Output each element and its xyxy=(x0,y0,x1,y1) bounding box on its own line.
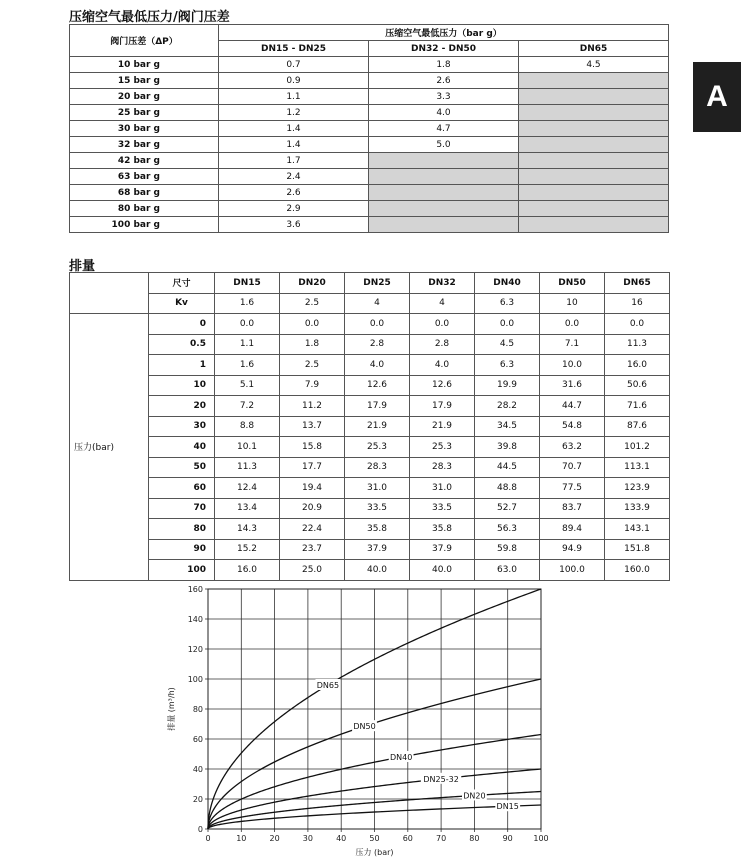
dp-label: 25 bar g xyxy=(70,105,219,121)
kv-value: 2.5 xyxy=(280,293,345,314)
kv-value: 6.3 xyxy=(475,293,540,314)
y-tick-label: 100 xyxy=(187,675,203,684)
table-row xyxy=(70,314,670,335)
table-row xyxy=(70,169,669,185)
pressure-value: 10 xyxy=(149,375,215,396)
flow-value: 19.4 xyxy=(280,478,345,499)
flow-value: 37.9 xyxy=(345,539,410,560)
flow-value: 39.8 xyxy=(475,437,540,458)
flow-value: 17.7 xyxy=(280,457,345,478)
flow-value: 16.0 xyxy=(605,355,670,376)
table-row xyxy=(70,519,670,540)
flow-value: 37.9 xyxy=(410,539,475,560)
pressure-value: 80 xyxy=(149,519,215,540)
table-row xyxy=(70,334,670,355)
flow-value: 1.6 xyxy=(215,355,280,376)
table-row xyxy=(70,217,669,233)
dp-stub-header: 阀门压差（ΔP） xyxy=(70,25,219,57)
pressure-value: 40 xyxy=(149,437,215,458)
flow-value: 4.5 xyxy=(475,334,540,355)
x-tick-label: 40 xyxy=(336,834,347,843)
flow-value: 19.9 xyxy=(475,375,540,396)
kv-value: 10 xyxy=(540,293,605,314)
dp-label: 68 bar g xyxy=(70,185,219,201)
pressure-axis-label: 压力(bar) xyxy=(70,314,149,581)
flow-value: 151.8 xyxy=(605,539,670,560)
pressure-value: 0.9 xyxy=(219,73,369,89)
size-column-header: DN65 xyxy=(519,41,669,57)
pressure-value: 2.9 xyxy=(219,201,369,217)
dp-label: 10 bar g xyxy=(70,57,219,73)
flow-value: 20.9 xyxy=(280,498,345,519)
size-header: DN15 xyxy=(215,273,280,294)
flow-value: 7.2 xyxy=(215,396,280,417)
flow-value: 4.0 xyxy=(345,355,410,376)
flow-value: 33.5 xyxy=(345,498,410,519)
flow-value: 15.8 xyxy=(280,437,345,458)
flow-value: 94.9 xyxy=(540,539,605,560)
x-tick-label: 90 xyxy=(502,834,513,843)
flow-value: 63.2 xyxy=(540,437,605,458)
flow-value: 10.0 xyxy=(540,355,605,376)
flow-value: 83.7 xyxy=(540,498,605,519)
not-applicable-cell xyxy=(519,169,669,185)
flow-value: 4.0 xyxy=(410,355,475,376)
x-tick-label: 20 xyxy=(269,834,280,843)
flow-value: 52.7 xyxy=(475,498,540,519)
pressure-value: 60 xyxy=(149,478,215,499)
kv-label: Kv xyxy=(149,293,215,314)
flow-value: 31.6 xyxy=(540,375,605,396)
x-tick-label: 0 xyxy=(205,834,211,843)
pressure-value: 1.4 xyxy=(219,121,369,137)
x-tick-label: 50 xyxy=(369,834,380,843)
blank-corner xyxy=(70,273,149,314)
flow-value: 28.3 xyxy=(410,457,475,478)
table-row xyxy=(70,185,669,201)
table-row xyxy=(70,153,669,169)
pressure-value: 20 xyxy=(149,396,215,417)
table-row xyxy=(70,355,670,376)
size-header: DN20 xyxy=(280,273,345,294)
table-row xyxy=(70,201,669,217)
flow-value: 17.9 xyxy=(410,396,475,417)
flow-value: 21.9 xyxy=(345,416,410,437)
pressure-value: 5.0 xyxy=(369,137,519,153)
flow-value: 14.3 xyxy=(215,519,280,540)
flow-value: 23.7 xyxy=(280,539,345,560)
min-air-pressure-table xyxy=(69,24,669,233)
x-tick-label: 30 xyxy=(302,834,313,843)
flow-value: 25.3 xyxy=(410,437,475,458)
y-tick-label: 40 xyxy=(192,765,203,774)
pressure-value: 4.0 xyxy=(369,105,519,121)
flow-value: 2.8 xyxy=(410,334,475,355)
flow-value: 59.8 xyxy=(475,539,540,560)
flow-value: 11.2 xyxy=(280,396,345,417)
not-applicable-cell xyxy=(369,153,519,169)
flow-value: 7.9 xyxy=(280,375,345,396)
pressure-value: 4.5 xyxy=(519,57,669,73)
min-air-pressure-title: 压缩空气最低压力/阀门压差 xyxy=(69,10,230,25)
section-tab-a: A xyxy=(693,62,741,132)
flow-value: 56.3 xyxy=(475,519,540,540)
flow-value: 0.0 xyxy=(345,314,410,335)
not-applicable-cell xyxy=(519,105,669,121)
table-row xyxy=(70,457,670,478)
pressure-value: 1.8 xyxy=(369,57,519,73)
kv-value: 16 xyxy=(605,293,670,314)
not-applicable-cell xyxy=(369,185,519,201)
flow-value: 34.5 xyxy=(475,416,540,437)
flow-value: 40.0 xyxy=(410,560,475,581)
kv-value: 1.6 xyxy=(215,293,280,314)
flow-value: 33.5 xyxy=(410,498,475,519)
pressure-value: 50 xyxy=(149,457,215,478)
series-label-dn25-32: DN25-32 xyxy=(423,774,459,784)
dp-label: 63 bar g xyxy=(70,169,219,185)
dp-label: 15 bar g xyxy=(70,73,219,89)
flow-value: 17.9 xyxy=(345,396,410,417)
flow-value: 87.6 xyxy=(605,416,670,437)
flow-chart xyxy=(160,583,560,865)
pressure-value: 1.1 xyxy=(219,89,369,105)
flow-value: 63.0 xyxy=(475,560,540,581)
y-tick-label: 0 xyxy=(197,825,203,834)
flow-value: 8.8 xyxy=(215,416,280,437)
series-label-dn40: DN40 xyxy=(389,753,413,763)
pressure-value: 3.6 xyxy=(219,217,369,233)
flow-value: 31.0 xyxy=(410,478,475,499)
table-row xyxy=(70,137,669,153)
table-row xyxy=(70,73,669,89)
flow-value: 1.1 xyxy=(215,334,280,355)
flow-value: 71.6 xyxy=(605,396,670,417)
size-header: DN50 xyxy=(540,273,605,294)
table-row xyxy=(70,416,670,437)
pressure-value: 2.4 xyxy=(219,169,369,185)
table-row xyxy=(70,375,670,396)
table-row xyxy=(70,121,669,137)
flow-value: 5.1 xyxy=(215,375,280,396)
size-label: 尺寸 xyxy=(149,273,215,294)
y-tick-label: 80 xyxy=(192,705,203,714)
dp-label: 80 bar g xyxy=(70,201,219,217)
y-tick-label: 140 xyxy=(187,615,203,624)
flow-value: 101.2 xyxy=(605,437,670,458)
flow-value: 89.4 xyxy=(540,519,605,540)
size-header: DN25 xyxy=(345,273,410,294)
not-applicable-cell xyxy=(519,217,669,233)
flow-value: 22.4 xyxy=(280,519,345,540)
series-label-dn50: DN50 xyxy=(353,722,376,732)
flow-value: 77.5 xyxy=(540,478,605,499)
flow-value: 44.5 xyxy=(475,457,540,478)
flow-value: 40.0 xyxy=(345,560,410,581)
table-row xyxy=(70,478,670,499)
flow-value: 13.4 xyxy=(215,498,280,519)
flow-value: 0.0 xyxy=(540,314,605,335)
flow-value: 25.0 xyxy=(280,560,345,581)
flow-value: 0.0 xyxy=(280,314,345,335)
table-row xyxy=(70,89,669,105)
pressure-value: 4.7 xyxy=(369,121,519,137)
pressure-value: 0.7 xyxy=(219,57,369,73)
flow-chart-svg xyxy=(160,583,560,861)
size-column-header: DN32 - DN50 xyxy=(369,41,519,57)
dp-label: 20 bar g xyxy=(70,89,219,105)
flow-value: 28.2 xyxy=(475,396,540,417)
flow-value: 1.8 xyxy=(280,334,345,355)
not-applicable-cell xyxy=(519,121,669,137)
x-tick-label: 80 xyxy=(469,834,480,843)
y-axis-title: 排量 (m³/h) xyxy=(167,687,176,731)
flow-value: 50.6 xyxy=(605,375,670,396)
pressure-value: 1 xyxy=(149,355,215,376)
dp-label: 42 bar g xyxy=(70,153,219,169)
x-axis-title: 压力 (bar) xyxy=(355,848,394,857)
series-label-dn15: DN15 xyxy=(496,802,519,812)
x-tick-label: 70 xyxy=(436,834,447,843)
flow-value: 0.0 xyxy=(475,314,540,335)
dp-label: 100 bar g xyxy=(70,217,219,233)
size-header: DN32 xyxy=(410,273,475,294)
flow-value: 133.9 xyxy=(605,498,670,519)
size-column-header: DN15 - DN25 xyxy=(219,41,369,57)
y-tick-label: 20 xyxy=(192,795,203,804)
dp-label: 32 bar g xyxy=(70,137,219,153)
flow-value: 143.1 xyxy=(605,519,670,540)
pressure-value: 1.2 xyxy=(219,105,369,121)
x-tick-label: 60 xyxy=(402,834,413,843)
y-tick-label: 120 xyxy=(187,645,203,654)
pressure-value: 2.6 xyxy=(219,185,369,201)
kv-value: 4 xyxy=(410,293,475,314)
kv-value: 4 xyxy=(345,293,410,314)
not-applicable-cell xyxy=(519,185,669,201)
flow-value: 44.7 xyxy=(540,396,605,417)
flow-value: 10.1 xyxy=(215,437,280,458)
pressure-value: 0 xyxy=(149,314,215,335)
pressure-value: 30 xyxy=(149,416,215,437)
flow-value: 25.3 xyxy=(345,437,410,458)
not-applicable-cell xyxy=(519,201,669,217)
table-row xyxy=(70,57,669,73)
flow-value: 35.8 xyxy=(345,519,410,540)
flow-value: 35.8 xyxy=(410,519,475,540)
flow-value: 2.8 xyxy=(345,334,410,355)
flow-value: 160.0 xyxy=(605,560,670,581)
flow-value: 28.3 xyxy=(345,457,410,478)
table-row xyxy=(70,105,669,121)
series-label-dn65: DN65 xyxy=(316,681,340,690)
size-header: DN65 xyxy=(605,273,670,294)
flow-value: 100.0 xyxy=(540,560,605,581)
flow-value: 2.5 xyxy=(280,355,345,376)
flow-value: 70.7 xyxy=(540,457,605,478)
flow-value: 0.0 xyxy=(215,314,280,335)
flow-value: 54.8 xyxy=(540,416,605,437)
dp-label: 30 bar g xyxy=(70,121,219,137)
flow-value: 123.9 xyxy=(605,478,670,499)
pressure-value: 1.4 xyxy=(219,137,369,153)
table-row xyxy=(70,396,670,417)
flow-table xyxy=(69,272,670,581)
x-tick-label: 100 xyxy=(533,834,549,843)
flow-value: 16.0 xyxy=(215,560,280,581)
flow-value: 113.1 xyxy=(605,457,670,478)
flow-value: 12.4 xyxy=(215,478,280,499)
flow-value: 31.0 xyxy=(345,478,410,499)
pressure-value: 0.5 xyxy=(149,334,215,355)
series-label-dn20: DN20 xyxy=(463,791,486,801)
pressure-value: 3.3 xyxy=(369,89,519,105)
not-applicable-cell xyxy=(519,73,669,89)
flow-value: 12.6 xyxy=(410,375,475,396)
table-row xyxy=(70,437,670,458)
not-applicable-cell xyxy=(519,137,669,153)
table-row xyxy=(70,560,670,581)
flow-value: 0.0 xyxy=(410,314,475,335)
not-applicable-cell xyxy=(369,217,519,233)
pressure-value: 2.6 xyxy=(369,73,519,89)
flow-value: 21.9 xyxy=(410,416,475,437)
pressure-value: 100 xyxy=(149,560,215,581)
group-header: 压缩空气最低压力（bar g） xyxy=(219,25,669,41)
pressure-value: 70 xyxy=(149,498,215,519)
y-tick-label: 160 xyxy=(187,585,203,594)
flow-value: 15.2 xyxy=(215,539,280,560)
y-tick-label: 60 xyxy=(192,735,203,744)
flow-title: 排量 xyxy=(69,259,96,274)
flow-value: 13.7 xyxy=(280,416,345,437)
pressure-value: 90 xyxy=(149,539,215,560)
flow-value: 12.6 xyxy=(345,375,410,396)
flow-value: 11.3 xyxy=(605,334,670,355)
pressure-value: 1.7 xyxy=(219,153,369,169)
not-applicable-cell xyxy=(369,169,519,185)
size-header: DN40 xyxy=(475,273,540,294)
flow-value: 7.1 xyxy=(540,334,605,355)
table-row xyxy=(70,498,670,519)
not-applicable-cell xyxy=(519,89,669,105)
table-row xyxy=(70,539,670,560)
flow-value: 48.8 xyxy=(475,478,540,499)
x-tick-label: 10 xyxy=(236,834,247,843)
not-applicable-cell xyxy=(369,201,519,217)
flow-value: 11.3 xyxy=(215,457,280,478)
flow-value: 0.0 xyxy=(605,314,670,335)
not-applicable-cell xyxy=(519,153,669,169)
flow-value: 6.3 xyxy=(475,355,540,376)
